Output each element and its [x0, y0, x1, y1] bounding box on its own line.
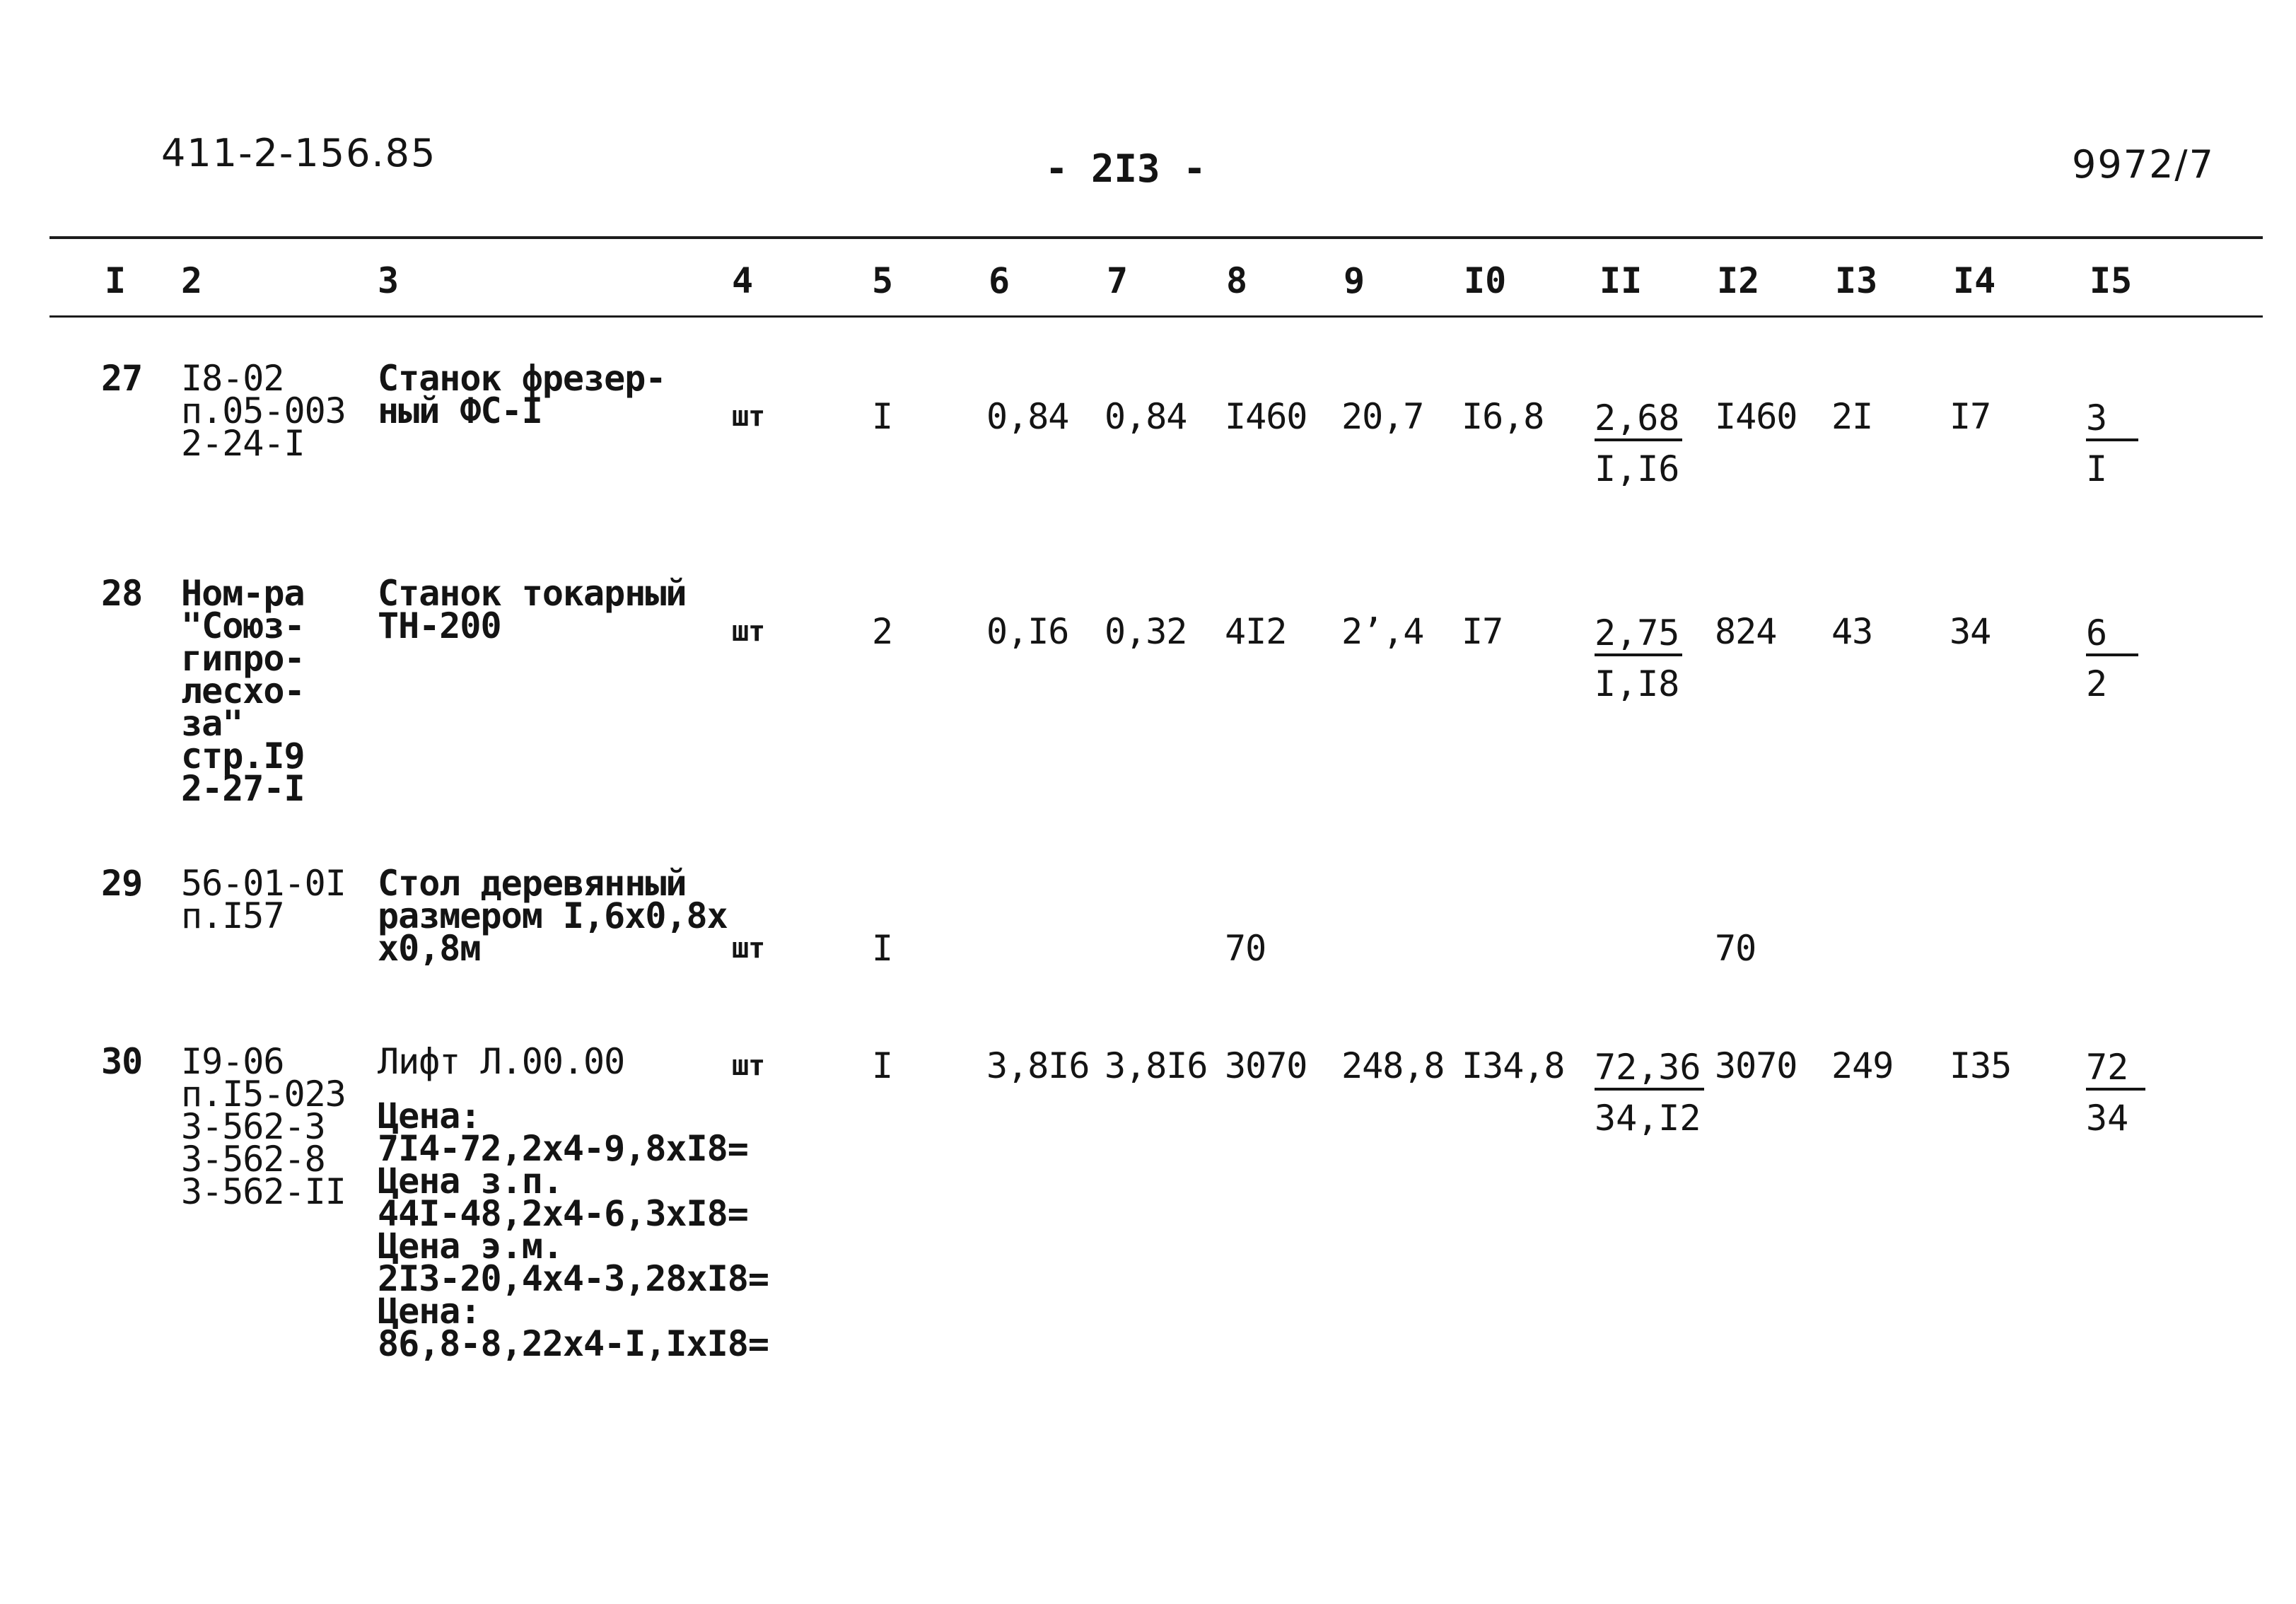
fraction-numerator: 72 [2086, 1050, 2145, 1091]
column-header-13: I3 [1835, 260, 1878, 301]
unit: шт [732, 1050, 765, 1082]
column-header-10: I0 [1464, 260, 1507, 301]
col9-value: 2ʼ,4 [1341, 611, 1424, 652]
col9-value: 20,7 [1341, 396, 1424, 437]
column-header-8: 8 [1226, 260, 1248, 301]
col8-value: 4I2 [1225, 611, 1287, 652]
col6-value: 3,8I6 [986, 1045, 1090, 1086]
column-header-4: 4 [732, 260, 754, 301]
col13-value: 43 [1831, 611, 1873, 652]
column-header-2: 2 [181, 260, 203, 301]
column-header-1: I [105, 260, 127, 301]
col15-fraction [2086, 1047, 2145, 1139]
fraction-denominator: I [2086, 448, 2108, 489]
row-number: 30 [101, 1041, 143, 1082]
fraction-numerator: 72,36 [1595, 1050, 1704, 1091]
document-code: 411-2-156.85 [161, 131, 437, 175]
quantity: 2 [872, 611, 893, 652]
col11-fraction [1595, 1047, 1704, 1139]
col11-fraction [1595, 612, 1682, 704]
col12-value: I460 [1715, 396, 1797, 437]
sheet-code: 9972/7 [2072, 142, 2215, 187]
page-number: - 2I3 - [1045, 146, 1206, 191]
fraction-numerator: 2,68 [1595, 400, 1682, 441]
column-header-6: 6 [989, 260, 1010, 301]
quantity: I [872, 396, 893, 437]
col7-value: 0,32 [1105, 611, 1187, 652]
quantity: I [872, 1045, 893, 1086]
column-header-5: 5 [872, 260, 894, 301]
column-header-9: 9 [1344, 260, 1365, 301]
quantity: I [872, 928, 893, 969]
unit: шт [732, 400, 765, 433]
column-header-12: I2 [1717, 260, 1760, 301]
col8-value: 70 [1225, 928, 1266, 969]
item-name: Стол деревянный размером I,6x0,8x x0,8м [378, 863, 728, 969]
norm-code: I8-02 п.05-003 2-24-I [181, 358, 346, 464]
item-name: Лифт Л.00.00 [378, 1041, 625, 1082]
col7-value: 0,84 [1105, 396, 1187, 437]
col11-fraction [1595, 397, 1682, 489]
col13-value: 2I [1831, 396, 1873, 437]
col8-value: I460 [1225, 396, 1307, 437]
col6-value: 0,84 [986, 396, 1069, 437]
fraction-numerator: 3 [2086, 400, 2138, 441]
fraction-denominator: I,I6 [1595, 448, 1680, 489]
col10-value: I6,8 [1462, 396, 1544, 437]
col10-value: I34,8 [1462, 1045, 1565, 1086]
norm-code: 56-01-0I п.I57 [181, 863, 346, 936]
col14-value: I35 [1950, 1045, 2012, 1086]
column-header-3: 3 [378, 260, 400, 301]
col15-fraction [2086, 397, 2138, 489]
unit: шт [732, 615, 765, 648]
column-header-11: II [1599, 260, 1643, 301]
row-number: 27 [101, 358, 143, 399]
fraction-numerator: 2,75 [1595, 615, 1682, 656]
row-number: 28 [101, 573, 143, 614]
col14-value: 34 [1950, 611, 1991, 652]
fraction-denominator: 34 [2086, 1098, 2129, 1139]
table-top-rule [49, 236, 2263, 239]
col15-fraction [2086, 612, 2138, 704]
item-name: Станок фрезер- ный ФС-I [378, 358, 666, 431]
col12-value: 3070 [1715, 1045, 1797, 1086]
col10-value: I7 [1462, 611, 1503, 652]
fraction-denominator: I,I8 [1595, 663, 1680, 704]
column-header-15: I5 [2090, 260, 2133, 301]
col13-value: 249 [1831, 1045, 1894, 1086]
col7-value: 3,8I6 [1105, 1045, 1208, 1086]
fraction-denominator: 2 [2086, 663, 2108, 704]
col12-value: 824 [1715, 611, 1777, 652]
col14-value: I7 [1950, 396, 1991, 437]
norm-code: I9-06 п.I5-023 3-562-3 3-562-8 3-562-II [181, 1041, 346, 1212]
column-header-14: I4 [1953, 260, 1996, 301]
col12-value: 70 [1715, 928, 1756, 969]
row-number: 29 [101, 863, 143, 904]
item-name: Станок токарный ТН-200 [378, 573, 687, 646]
fraction-numerator: 6 [2086, 615, 2138, 656]
fraction-denominator: 34,I2 [1595, 1098, 1701, 1139]
column-header-7: 7 [1107, 260, 1129, 301]
norm-code: Ном-ра "Союз- гипро- лесхо- за" стр.I9 2-27-I [181, 573, 305, 809]
table-header-rule [49, 315, 2263, 318]
unit: шт [732, 932, 765, 965]
col9-value: 248,8 [1341, 1045, 1445, 1086]
col8-value: 3070 [1225, 1045, 1307, 1086]
col6-value: 0,I6 [986, 611, 1069, 652]
price-calculation: Цена: 7I4-72,2x4-9,8xI8= Цена з.п. 44I-48,2x4-6,3xI8= Цена э.м. 2I3-20,4x4-3,28xI8= Цена: 86,8-8,22x4-I,IxI8= [378, 1096, 769, 1364]
